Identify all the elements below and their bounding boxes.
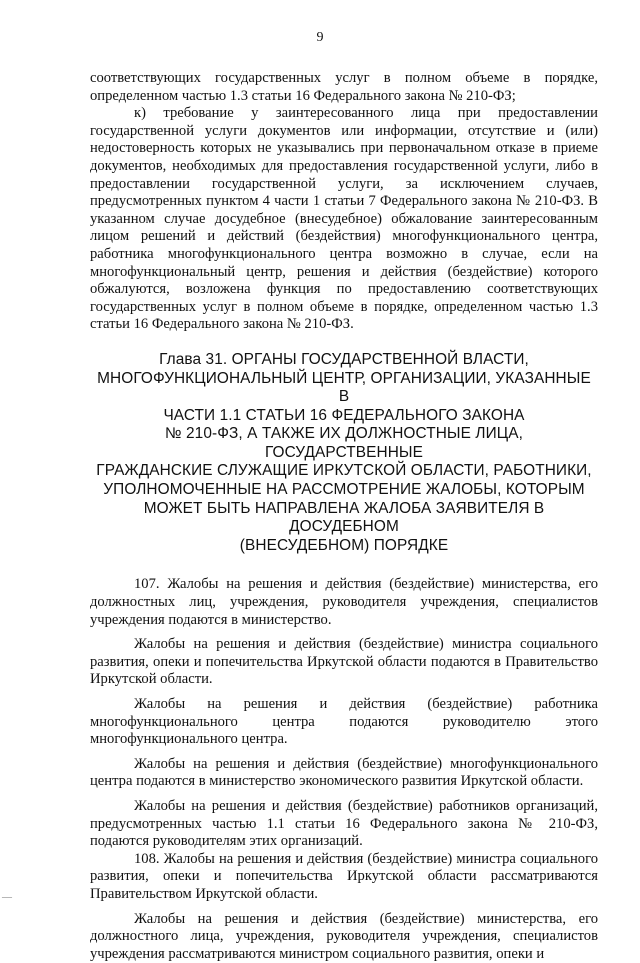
chapter-heading-line: ЧАСТИ 1.1 СТАТЬИ 16 ФЕДЕРАЛЬНОГО ЗАКОНА [163,406,525,424]
paragraph-continuation: соответствующих государственных услуг в полном объеме в порядке, определенном частью 1.3 статьи 16 Федерального закона № 210-ФЗ; [90,70,598,104]
page-number: 9 [316,30,324,45]
paragraph: Жалобы на решения и действия (бездействие) министра социального развития, опеки и попечительства Иркутской области подаются в Правительство Иркутской области. [90,636,598,688]
paragraph: Жалобы на решения и действия (бездействие) многофункционального центра подаются в министерство экономического развития Иркутской области. [90,755,598,790]
chapter-heading [90,351,598,556]
chapter-heading-line: Глава 31. ОРГАНЫ ГОСУДАРСТВЕННОЙ ВЛАСТИ, [159,350,529,368]
chapter-heading-line: (ВНЕСУДЕБНОМ) ПОРЯДКЕ [239,536,449,554]
paragraph-108: 108. Жалобы на решения и действия (бездействие) министра социального развития, опеки и попечительства Иркутской области рассматриваются Правительством Иркутской области. [90,850,598,902]
paragraph: Жалобы на решения и действия (бездействие) работников организаций, предусмотренных частью 1.1 статьи 16 Федерального закона № 210-ФЗ, подаются руководителям этих организаций. [90,797,598,850]
chapter-heading-line: МОЖЕТ БЫТЬ НАПРАВЛЕНА ЖАЛОБА ЗАЯВИТЕЛЯ В ДОСУДЕБНОМ [143,499,545,536]
chapter-heading-line: № 210-ФЗ, А ТАКЖЕ ИХ ДОЛЖНОСТНЫЕ ЛИЦА, ГОСУДАРСТВЕННЫЕ [165,425,523,461]
paragraph: Жалобы на решения и действия (бездействие) министерства, его должностного лица, учреждения, руководителя учреждения, специалистов учреждения рассматриваются министром социального развития, опеки и [90,910,598,962]
chapter-heading-line: МНОГОФУНКЦИОНАЛЬНЫЙ ЦЕНТР, ОРГАНИЗАЦИИ, УКАЗАННЫЕ В [97,369,591,406]
paragraph: Жалобы на решения и действия (бездействие) работника многофункционального центра подаются руководителю этого многофункционального центра. [90,696,598,748]
scan-mark: — [2,892,12,903]
paragraph-107: 107. Жалобы на решения и действия (бездействие) министерства, его должностных лиц, учреждения, руководителя учреждения, специалистов учреждения подаются в министерство. [90,576,598,628]
document-body [90,70,598,963]
chapter-heading-line: УПОЛНОМОЧЕННЫЕ НА РАССМОТРЕНИЕ ЖАЛОБЫ, КОТОРЫМ [103,481,585,499]
chapter-heading-line: ГРАЖДАНСКИЕ СЛУЖАЩИЕ ИРКУТСКОЙ ОБЛАСТИ, РАБОТНИКИ, [96,462,592,480]
paragraph-item-k: к) требование у заинтересованного лица при предоставлении государственной услуги документов или информации, отсутствие и (или) недостоверность которых не указывались при первоначальном отказе в приеме документов, необходимых для предоставления государственной услуги, либо в предоставлении государственной услуги, за исключением случаев, предусмотренных пунктом 4 части 1 статьи 7 Федерального закона № 210-ФЗ. В указанном случае досудебное (внесудебное) обжалование заинтересованным лицом решений и действий (бездействия) многофункционального центра, работника многофункционального центра возможно в случае, если на многофункциональный центр, решения и действия (бездействие) которого обжалуются, возложена функция по предоставлению соответствующих государственных услуг в полном объеме в порядке, определенном частью 1.3 статьи 16 Федерального закона № 210-ФЗ. [90,105,598,333]
